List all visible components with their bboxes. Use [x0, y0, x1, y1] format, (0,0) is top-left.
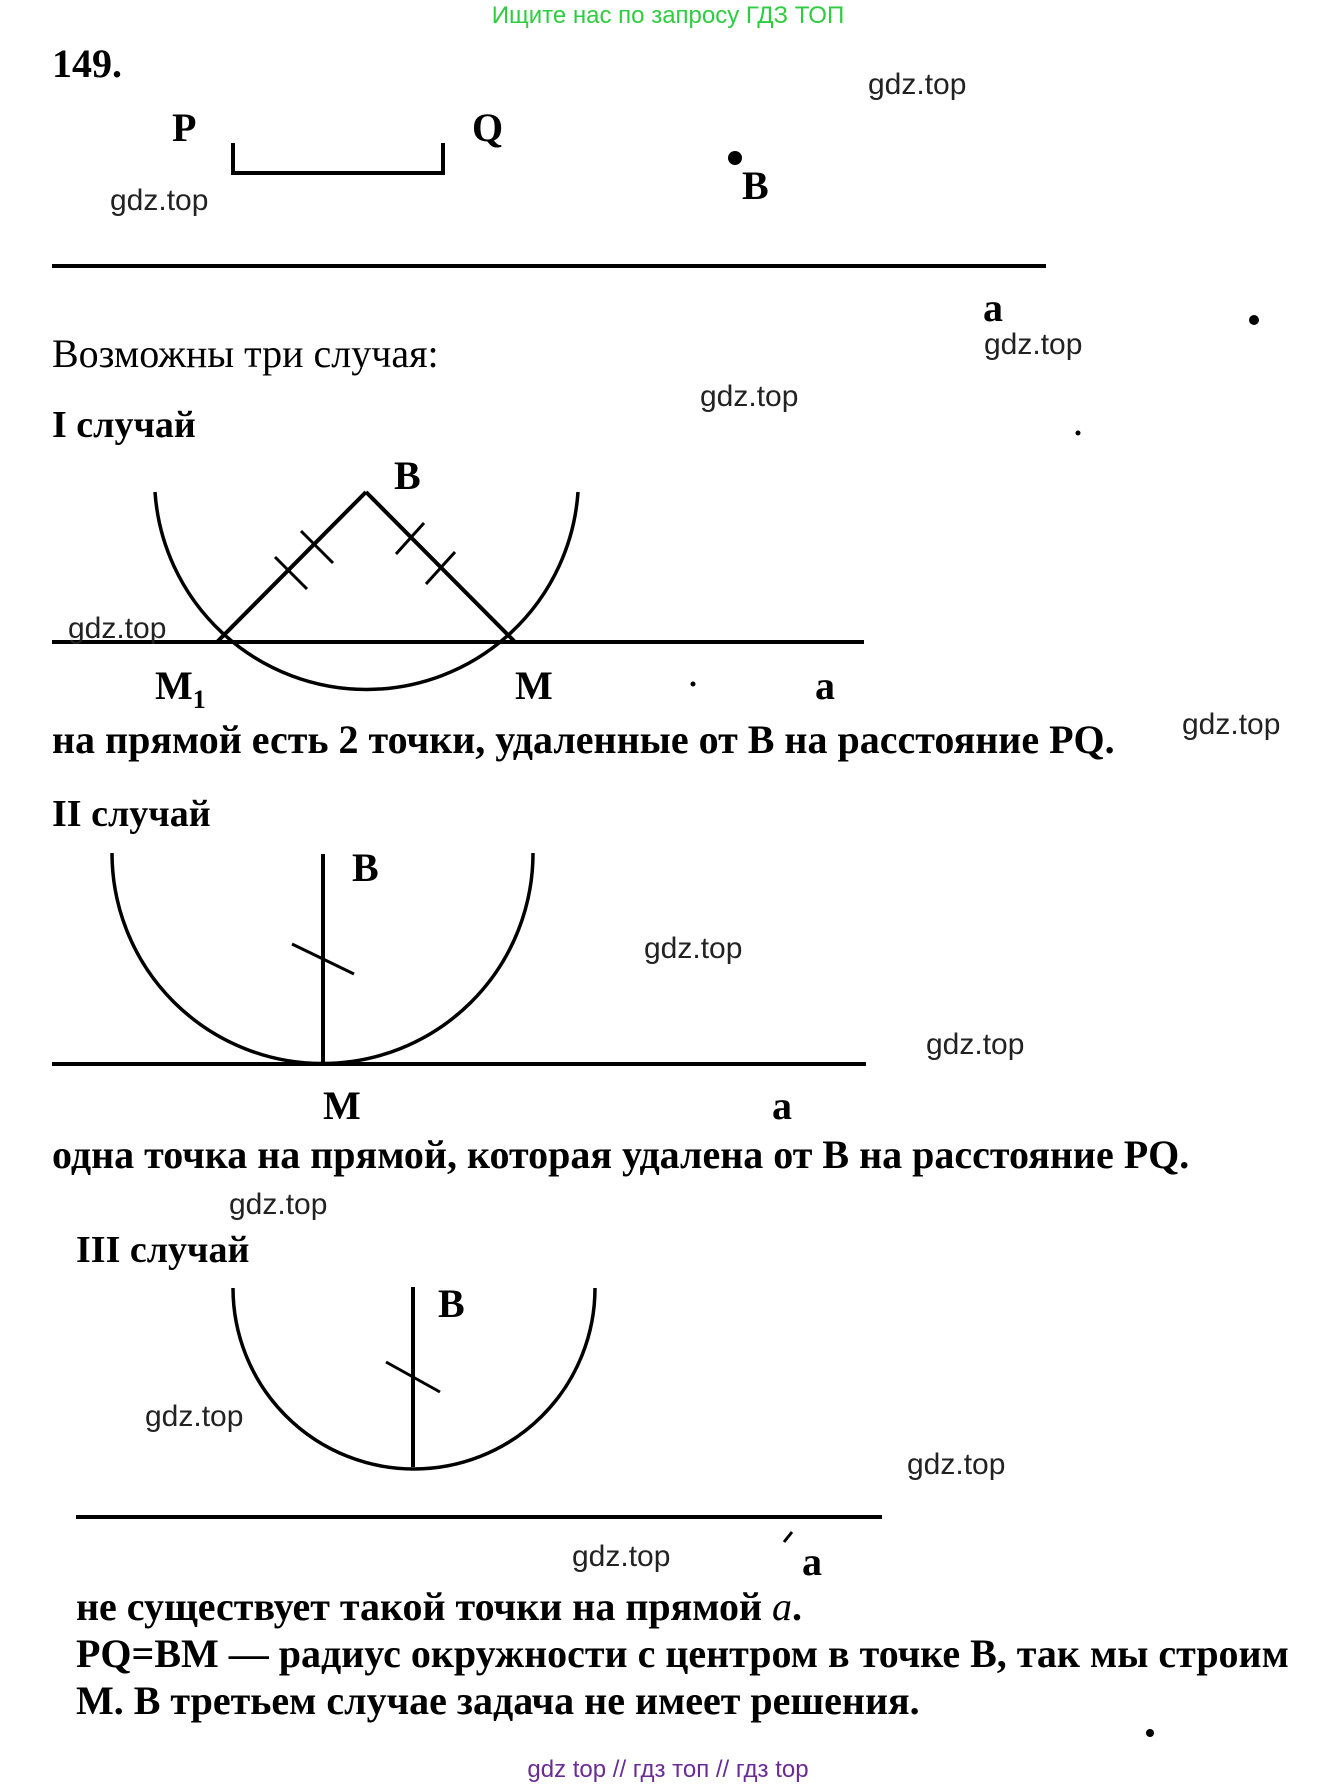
label-m1 — [155, 662, 206, 715]
intro-text: Возможны три случая: — [52, 331, 439, 376]
label-b-case1: B — [394, 453, 421, 498]
speck — [784, 1532, 792, 1542]
case2-title: II случай — [52, 793, 211, 835]
speck — [1249, 315, 1259, 325]
label-b-case2: B — [352, 845, 379, 890]
label-line-a-2: a — [772, 1083, 792, 1128]
watermark: gdz.top — [229, 1188, 328, 1221]
label-m-case2: M — [323, 1083, 361, 1128]
label-line-a-3: a — [802, 1539, 822, 1584]
watermark: gdz.top — [110, 184, 209, 217]
watermark: gdz.top — [907, 1448, 1006, 1481]
point-b — [728, 151, 742, 165]
case3-text-italic: a — [772, 1584, 793, 1629]
case3-text — [76, 1583, 802, 1630]
conclusion-line-1: PQ=BM — радиус окружности с центром в точке B, так мы строим — [76, 1631, 1289, 1676]
circle-arc-case1 — [155, 492, 578, 689]
label-line-a-1: a — [815, 663, 835, 708]
label-m1-sub: 1 — [192, 685, 206, 714]
case3-text-main: не существует такой точки на прямой — [76, 1584, 773, 1629]
case3-title: III случай — [76, 1229, 250, 1271]
watermark: gdz.top — [984, 328, 1083, 361]
watermark: gdz.top — [868, 68, 967, 101]
tick-mark — [301, 531, 333, 563]
problem-number: 149. — [52, 41, 122, 86]
case3-text-end: . — [792, 1584, 803, 1629]
label-b-point: B — [742, 163, 769, 208]
speck — [1146, 1729, 1154, 1737]
watermark: gdz.top — [1182, 708, 1281, 741]
label-p: P — [172, 105, 197, 150]
watermark: gdz.top — [926, 1028, 1025, 1061]
speck — [691, 682, 696, 687]
case1-text: на прямой есть 2 точки, удаленные от B на расстояние PQ. — [52, 717, 1115, 762]
watermark: gdz.top — [145, 1400, 244, 1433]
label-m-case1: M — [515, 663, 553, 708]
watermark: gdz.top — [68, 612, 167, 645]
conclusion-line-2: M. В третьем случае задача не имеет решения. — [76, 1678, 920, 1723]
watermark: gdz.top — [572, 1540, 671, 1573]
label-line-a-0: a — [983, 285, 1003, 330]
segment-bm1 — [217, 492, 366, 642]
segment-pq — [233, 143, 443, 173]
label-q: Q — [472, 105, 504, 150]
label-b-case3: B — [438, 1281, 465, 1326]
watermark: gdz.top — [644, 932, 743, 965]
watermark: gdz.top — [700, 380, 799, 413]
top-banner: Ищите нас по запросу ГДЗ ТОП — [491, 2, 845, 29]
case1-title: I случай — [52, 404, 196, 446]
speck — [1076, 431, 1081, 436]
label-m1-main: M — [155, 663, 193, 708]
tick-mark — [275, 557, 307, 589]
footer-watermark: gdz top // гдз топ // гдз top — [527, 1756, 809, 1783]
case2-text: одна точка на прямой, которая удалена от B на расстояние PQ. — [52, 1132, 1190, 1177]
